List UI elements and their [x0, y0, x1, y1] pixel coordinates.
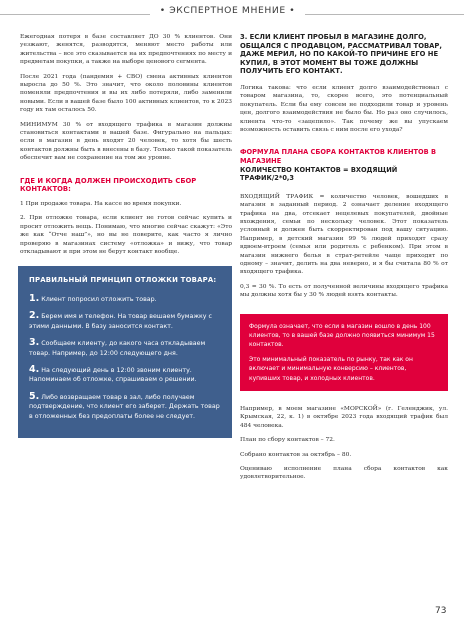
- where-item-2: 2. При отложке товара, если клиент не готов сейчас купить и просит отложить вещь. Понимаю, что многие сейчас скажут: «Это же как “Отче наш”», но вы не поверите, как часто я лично проверяю в магазинах систему «отложка» и вижу, что товар откладывают и при этом не берут контакт вообще.: [20, 215, 232, 255]
- formula-explanation-box: [240, 314, 448, 391]
- header-rule-left: [0, 14, 150, 15]
- example-paragraph: Например, в моем магазине «МОРСКОЙ» (г. Геленджик, ул. Крымская, 22, к. 1) в октябре 2023 года входящий трафик был 484 человека.: [240, 405, 448, 429]
- intro-paragraph-1: Ежегодная потеря в базе составляет ДО 30 % клиентов. Они уезжают, женятся, разводятся, меняют место работы или жительства – все это сказывается на их предпочтениях по месту и предметам покупки, а также на выборе ценового сегмента.: [20, 34, 232, 66]
- step-4: [29, 365, 222, 385]
- box-title: ПРАВИЛЬНЫЙ ПРИНЦИП ОТЛОЖКИ ТОВАРА:: [29, 276, 217, 285]
- step-text: Берем имя и телефон. На товар вешаем бумажку с этими данными. В базу заносится контакт.: [29, 313, 212, 330]
- right-column: [240, 33, 448, 488]
- pink-paragraph-2: Это минимальный показатель по рынку, так как он включает и минимальную конверсию – клиентов, купивших товар, и холодных клиентов.: [249, 356, 413, 382]
- header-rule-right: [305, 14, 464, 15]
- formula-title: ФОРМУЛА ПЛАНА СБОРА КОНТАКТОВ КЛИЕНТОВ В МАГАЗИНЕ: [240, 148, 436, 165]
- reservation-principle-box: [18, 266, 232, 438]
- step-number: 5.: [29, 390, 40, 402]
- collected-paragraph: Собрано контактов за октябрь – 80.: [240, 451, 352, 458]
- assessment-paragraph: Оцениваю исполнение плана сбора контактов как удовлетворительное.: [240, 465, 448, 481]
- where-heading: ГДЕ И КОГДА ДОЛЖЕН ПРОИСХОДИТЬ СБОР КОНТАКТОВ:: [20, 176, 197, 194]
- step-text: Клиент попросил отложить товар.: [41, 295, 157, 303]
- logic-paragraph: Логика такова: что если клиент долго взаимодействовал с товаром магазина, то, скорее всего, это потенциальный покупатель. Если бы ему совсем не подходили товар и уровень цен, долгого взаимодействия не было бы. Но раз оно случилось, клиента что-то «зацепило». Так почему же вы упускаем возможность оставить связь с ним после его ухода?: [240, 84, 448, 133]
- step-number: 4.: [29, 363, 40, 375]
- intro-paragraph-3: МИНИМУМ 30 % от входящего трафика в магазин должны становиться контактами в вашей базе. Фигурально на пальцах: если в магазин в день входят 20 человек, то хотя бы шесть контактов должны быть в внесены в базу. Только такой показатель обеспечит вам не сохранение на том же уровне.: [20, 121, 232, 162]
- ratio-paragraph: 0,3 = 30 %. То есть от полученной величины входящего трафика мы должны хотя бы у 30 % людей взять контакты.: [240, 283, 448, 299]
- step-text: На следующий день в 12:00 звоним клиенту. Напоминаем об отложке, спрашиваем о решении.: [29, 366, 197, 384]
- traffic-paragraph: ВХОДЯЩИЙ ТРАФИК = количество человек, вошедших в магазин в заданный период. 2 означает деление входящего трафика на два, отсекает нецелевых покупателей, двойные вхождения, семьи по нескольку человек. Этот показатель условный и должен быть скорректирован под вашу ситуацию. Например, в детский магазин 99 % людей приходят сразу вдвоем-втроем (семья или родитель с ребенком). При этом в магазин нижнего белья в страт-ретейле чаще приходят по одному – значит, делить на два неверно, и я бы считала 80 % от входящего трафика.: [240, 193, 448, 276]
- where-item-1: 1 При продаже товара. На кассе во время покупки.: [20, 200, 182, 207]
- step-text: Либо возвращаем товар в зал, либо получаем подтверждение, что клиент его заберет. Держать товар в отложенных без предоплаты более не следует.: [29, 393, 220, 420]
- step-number: 2.: [29, 310, 40, 322]
- step-1: [29, 294, 222, 304]
- intro-paragraph-2: После 2021 года (пандемия + СВО) смена активных клиентов выросла до 50 %. Это значит, что около половины клиентов поменяли предпочтения и вы их либо потеряли, либо заменили новыми. Если в вашей базе было 100 активных клиентов, то к 2023 году их там осталось 50.: [20, 73, 232, 114]
- step-number: 1.: [29, 292, 40, 304]
- formula-text: КОЛИЧЕСТВО КОНТАКТОВ = ВХОДЯЩИЙ ТРАФИК/2*0,3: [240, 165, 398, 183]
- step-text: Сообщаем клиенту, до какого часа откладываем товар. Например, до 12:00 следующего дня.: [29, 340, 206, 357]
- plan-paragraph: План по сбору контактов – 72.: [240, 437, 335, 444]
- pink-paragraph-1: Формула означает, что если в магазин вошло в день 100 клиентов, то в вашей базе должно появиться минимум 15 контактов.: [249, 322, 435, 349]
- step-3: [29, 338, 222, 358]
- step-5: [29, 392, 222, 421]
- step-number: 3.: [29, 337, 40, 349]
- point-3-heading: 3. ЕСЛИ КЛИЕНТ ПРОБЫЛ В МАГАЗИНЕ ДОЛГО, ОБЩАЛСЯ С ПРОДАВЦОМ, РАССМАТРИВАЛ ТОВАР, ДАЖЕ МЕРИЛ, НО ПО КАКОЙ-ТО ПРИЧИНЕ ЕГО НЕ КУПИЛ, В ЭТОТ МОМЕНТ ВЫ ТОЖЕ ДОЛЖНЫ ПОЛУЧИТЬ ЕГО КОНТАКТ.: [240, 33, 442, 76]
- left-column: [20, 33, 232, 438]
- section-label: • ЭКСПЕРТНОЕ МНЕНИЕ •: [159, 5, 296, 16]
- formula-block: [240, 148, 448, 182]
- page-number: 73: [435, 606, 447, 616]
- step-2: [29, 311, 222, 331]
